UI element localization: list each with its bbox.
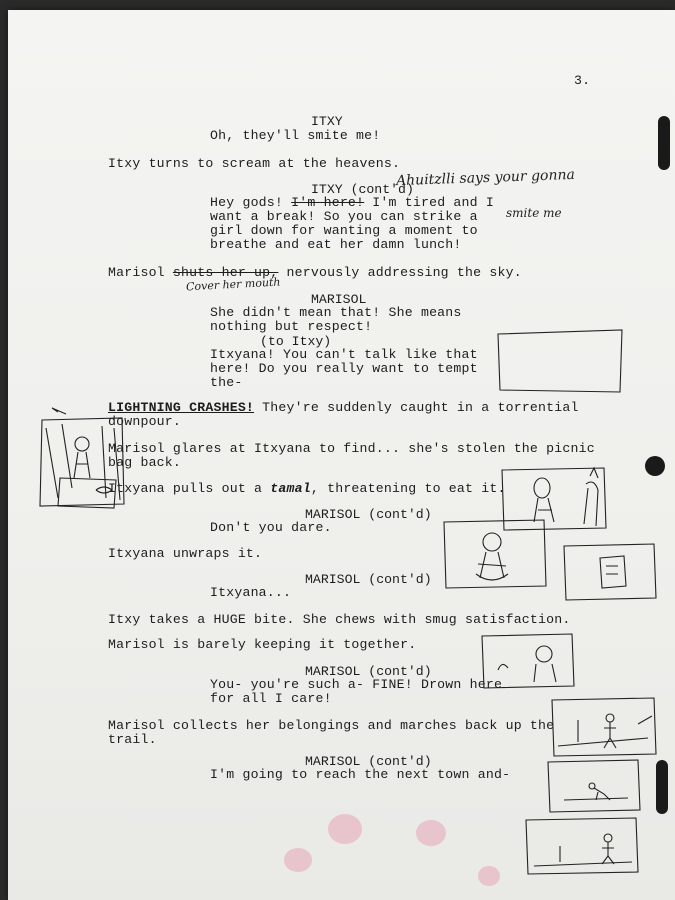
action-fragment: , threatening to eat it.	[310, 481, 506, 496]
binder-hole-middle	[645, 456, 665, 476]
dialogue-fragment: Hey gods!	[210, 195, 292, 210]
lightning-heading: LIGHTNING CRASHES!	[108, 400, 255, 415]
dialogue-line: Itxyana! You can't talk like that	[210, 347, 478, 362]
storyboard-unwrap-frame	[440, 516, 550, 592]
struck-text: I'm here!	[291, 195, 365, 210]
dialogue-line: You- you're such a- FINE! Drown here	[210, 677, 503, 692]
struck-text: shuts her up,	[172, 265, 279, 280]
action-line: bag back.	[108, 455, 182, 470]
character-cue: MARISOL (cont'd)	[305, 664, 432, 679]
storyboard-bite-frame	[478, 630, 578, 692]
dialogue-line: here! Do you really want to tempt	[210, 361, 478, 376]
binder-hole-top	[658, 116, 670, 170]
handwritten-note: Cover her mouth	[185, 275, 281, 294]
storyboard-closeup-frame	[560, 540, 660, 604]
dialogue-line	[210, 196, 494, 210]
dialogue-line: Itxyana...	[210, 585, 292, 600]
action-line	[108, 266, 522, 280]
action-line: Itxyana unwraps it.	[108, 546, 263, 561]
action-line: Marisol is barely keeping it together.	[108, 637, 417, 652]
character-cue: MARISOL	[311, 292, 367, 307]
dialogue-line: I'm going to reach the next town and-	[210, 767, 511, 782]
dialogue-line: nothing but respect!	[210, 319, 373, 334]
dialogue-line: for all I care!	[210, 691, 332, 706]
emphasis-text: tamal	[270, 481, 311, 496]
pink-stain	[328, 814, 362, 844]
character-cue: MARISOL (cont'd)	[305, 572, 432, 587]
action-line: Marisol glares at Itxyana to find... she's stolen the picnic	[108, 441, 595, 456]
handwritten-note: smite me	[506, 206, 562, 220]
dialogue-line: girl down for wanting a moment to	[210, 223, 478, 238]
storyboard-rain-frame	[36, 408, 131, 523]
action-line: trail.	[108, 732, 157, 747]
dialogue-line: Don't you dare.	[210, 520, 332, 535]
action-line	[108, 401, 579, 415]
action-line: Itxy turns to scream at the heavens.	[108, 156, 401, 171]
action-fragment: nervously addressing the sky.	[278, 265, 522, 280]
dialogue-line: breathe and eat her damn lunch!	[210, 237, 462, 252]
script-page	[8, 10, 675, 900]
dialogue-line: She didn't mean that! She means	[210, 305, 462, 320]
storyboard-march-frame	[548, 694, 660, 760]
binder-hole-bottom	[656, 760, 668, 814]
character-cue: MARISOL (cont'd)	[305, 754, 432, 769]
character-cue: ITXY	[311, 114, 343, 129]
action-fragment: They're suddenly caught in a torrential	[254, 400, 579, 415]
dialogue-line: want a break! So you can strike a	[210, 209, 478, 224]
action-line: Marisol collects her belongings and marches back up the	[108, 718, 555, 733]
pink-stain	[478, 866, 500, 886]
dialogue-fragment: I'm tired and I	[364, 195, 494, 210]
action-line: Itxy takes a HUGE bite. She chews with smug satisfaction.	[108, 612, 571, 627]
dialogue-line: the-	[210, 375, 243, 390]
storyboard-crawl-frame	[544, 756, 644, 816]
handwritten-note: Ahuitzlli says your gonna	[395, 166, 576, 190]
action-fragment: Marisol	[108, 265, 173, 280]
storyboard-trail-frame	[522, 814, 642, 878]
storyboard-empty-frame	[496, 328, 626, 394]
pink-stain	[284, 848, 312, 872]
parenthetical: (to Itxy)	[260, 334, 332, 349]
character-cue: ITXY (cont'd)	[311, 182, 414, 197]
pink-stain	[416, 820, 446, 846]
page-number: 3.	[574, 73, 591, 88]
action-line	[108, 482, 506, 496]
action-line: downpour.	[108, 414, 182, 429]
character-cue: MARISOL (cont'd)	[305, 507, 432, 522]
dialogue-line: Oh, they'll smite me!	[210, 128, 381, 143]
action-fragment: Itxyana pulls out a	[108, 481, 271, 496]
